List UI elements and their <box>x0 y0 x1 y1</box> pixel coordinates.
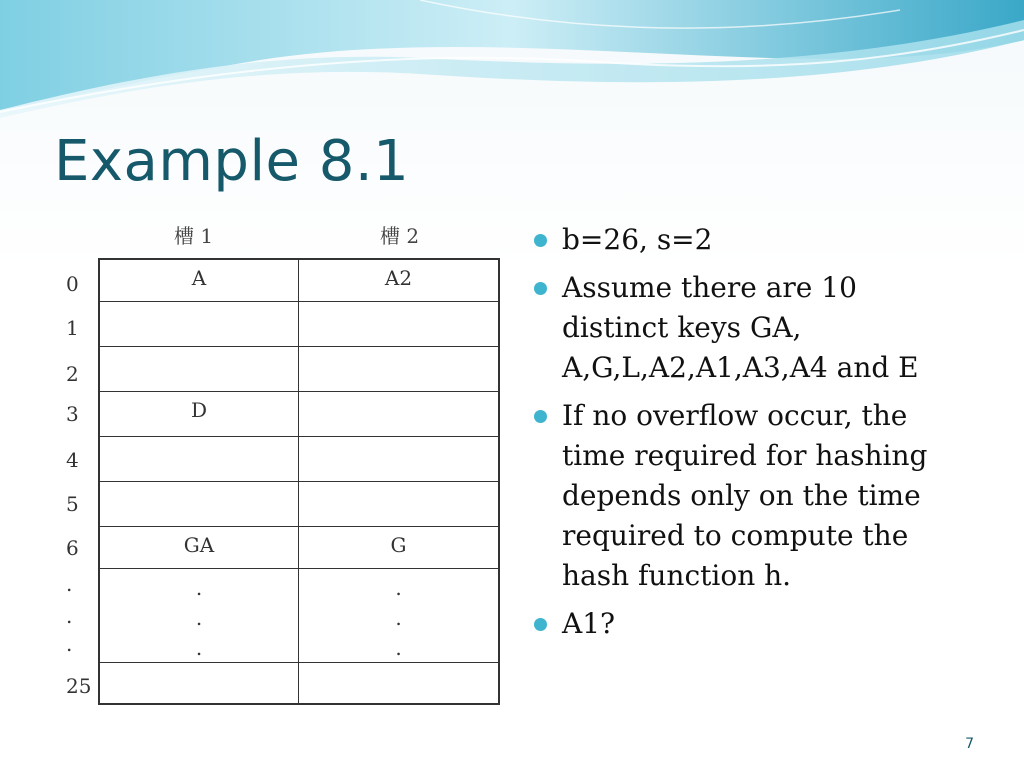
ellipsis-cell <box>100 569 299 662</box>
table-cell <box>299 347 498 391</box>
table-row <box>100 663 498 703</box>
table-cell <box>100 437 299 481</box>
bullet-item <box>532 396 972 596</box>
ellipsis-dot: . <box>195 576 203 600</box>
table-cell <box>299 663 498 703</box>
table-row <box>100 347 498 392</box>
ellipsis-dot: . <box>395 606 402 630</box>
table-cell: A2 <box>384 266 413 290</box>
bullet-text: Assume there are 10 distinct keys GA, A,G,L,A2,A1,A3,A4 and E <box>562 271 919 384</box>
row-label: 2 <box>66 362 79 386</box>
row-label: . <box>66 632 73 656</box>
bullet-text: If no overflow occur, the time required for hashing depends only on the time required to compute the hash function h. <box>562 399 928 592</box>
bullet-icon <box>534 282 547 295</box>
table-row <box>100 482 498 527</box>
table-cell <box>100 482 299 526</box>
row-label: 3 <box>66 402 79 426</box>
table-cell <box>299 392 498 436</box>
column-header-slot-1: 槽 1 <box>174 224 214 248</box>
row-label: . <box>66 572 73 596</box>
bullet-text: A1? <box>562 607 616 640</box>
table-cell <box>299 482 498 526</box>
row-label: 6 <box>66 536 79 560</box>
table-row <box>100 302 498 347</box>
bullet-item <box>532 268 972 388</box>
table-cell <box>100 663 299 703</box>
bullet-icon <box>534 410 547 423</box>
bullet-item <box>532 220 972 260</box>
bullet-icon <box>534 234 547 247</box>
row-label: 1 <box>66 316 79 340</box>
bullet-icon <box>534 618 547 631</box>
ellipsis-cell <box>299 569 498 662</box>
table-cell <box>100 302 299 346</box>
table-row-ellipsis <box>100 569 498 663</box>
bullet-item <box>532 604 972 644</box>
table-cell: D <box>100 392 299 436</box>
column-header-slot-2: 槽 2 <box>380 224 420 248</box>
bullet-text: b=26, s=2 <box>562 223 713 256</box>
header-wave-decoration <box>0 0 1024 120</box>
bullet-list <box>532 220 972 652</box>
row-label: 5 <box>66 492 79 516</box>
page-number: 7 <box>965 736 974 752</box>
row-label: 4 <box>66 448 79 472</box>
ellipsis-dot: . <box>395 636 402 660</box>
slide-title: Example 8.1 <box>54 129 410 194</box>
row-label: 0 <box>66 272 79 296</box>
table-cell: A <box>100 260 299 301</box>
table-cell <box>100 347 299 391</box>
hash-table <box>98 258 500 705</box>
ellipsis-dot: . <box>395 576 402 600</box>
table-row <box>100 260 498 302</box>
row-label: . <box>66 604 73 628</box>
table-cell <box>299 302 498 346</box>
table-cell: G <box>390 533 407 557</box>
row-label: 25 <box>66 674 92 698</box>
table-row <box>100 527 498 569</box>
table-cell: GA <box>100 527 299 568</box>
ellipsis-dot: . <box>195 606 203 630</box>
ellipsis-dot: . <box>195 636 203 660</box>
table-row <box>100 437 498 482</box>
table-row <box>100 392 498 437</box>
hash-table-figure <box>56 214 506 706</box>
table-cell <box>299 437 498 481</box>
